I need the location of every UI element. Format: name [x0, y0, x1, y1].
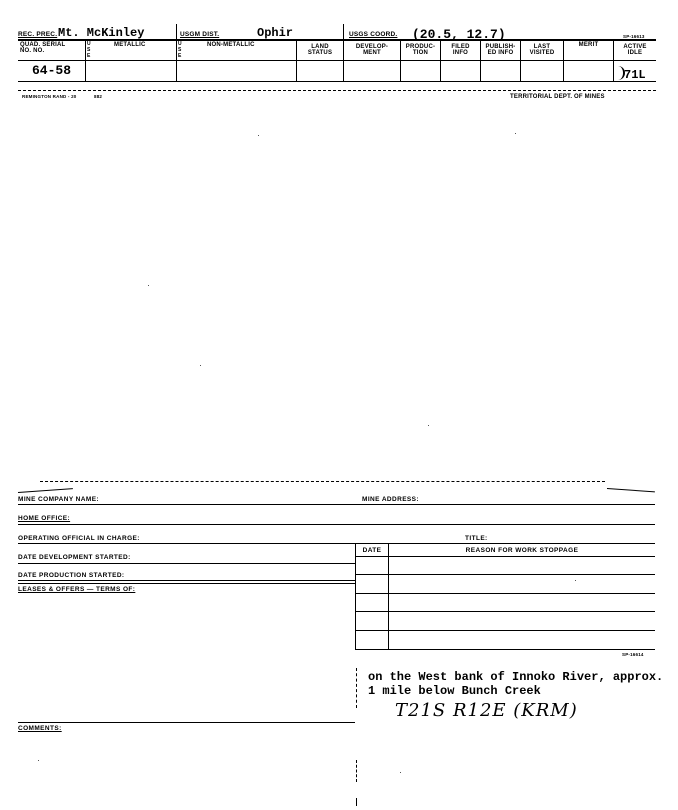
- home-office-label: HOME OFFICE:: [18, 515, 71, 522]
- location-line-1: on the West bank of Innoko River, approx.: [368, 670, 664, 684]
- mine-company-name-label: MINE COMPANY NAME:: [18, 496, 99, 503]
- col-land-status: LAND STATUS: [307, 44, 333, 56]
- col-metallic: METALLIC: [114, 42, 146, 48]
- active-idle-value: 71L: [624, 68, 646, 82]
- usgs-coord-value: (20.5, 12.7): [412, 27, 506, 42]
- form-number-bottom: SP-16614: [622, 652, 644, 657]
- date-production-started-label: DATE PRODUCTION STARTED:: [18, 572, 125, 579]
- col-non-metallic: NON-METALLIC: [207, 42, 255, 48]
- col-active-idle: ACTIVE IDLE: [623, 44, 647, 56]
- date-column-header: DATE: [362, 547, 382, 554]
- usgm-dist-value: Ophir: [257, 26, 294, 40]
- location-line-2: 1 mile below Bunch Creek: [368, 684, 541, 698]
- col-merit: MERIT: [578, 42, 599, 48]
- mine-address-label: MINE ADDRESS:: [362, 496, 419, 503]
- rec-prec-label: REC. PREC.: [18, 31, 58, 38]
- title-label: TITLE:: [465, 535, 488, 542]
- form-number-top: SP-16613: [623, 34, 645, 39]
- printer-label: REMINGTON RAND - 20: [22, 94, 77, 99]
- printer-code: 882: [94, 94, 103, 99]
- usgm-dist-label: USGM DIST.: [180, 31, 220, 38]
- col-development: DEVELOP- MENT: [355, 44, 389, 56]
- col-last-visited: LAST VISITED: [529, 44, 555, 56]
- col-filed-info: FILED INFO: [451, 44, 470, 56]
- col-production: PRODUC- TION: [405, 44, 436, 56]
- date-development-started-label: DATE DEVELOPMENT STARTED:: [18, 554, 131, 561]
- col-quad-serial: QUAD. SERIAL NO. NO.: [20, 42, 66, 54]
- usgs-coord-label: USGS COORD.: [349, 31, 398, 38]
- department-label: TERRITORIAL DEPT. OF MINES: [510, 94, 605, 100]
- col-use-a: U S E: [87, 41, 91, 59]
- handwritten-note: T21S R12E (KRM): [395, 700, 578, 721]
- leases-offers-label: LEASES & OFFERS — TERMS OF:: [18, 586, 136, 593]
- col-use-b: U S E: [178, 41, 182, 59]
- comments-label: COMMENTS:: [18, 725, 62, 732]
- reason-column-header: REASON FOR WORK STOPPAGE: [465, 547, 579, 554]
- operating-official-label: OPERATING OFFICIAL IN CHARGE:: [18, 535, 140, 542]
- quad-serial-value: 64-58: [32, 63, 72, 78]
- rec-prec-value: Mt. McKinley: [58, 26, 145, 40]
- col-published-info: PUBLISH- ED INFO: [485, 44, 516, 56]
